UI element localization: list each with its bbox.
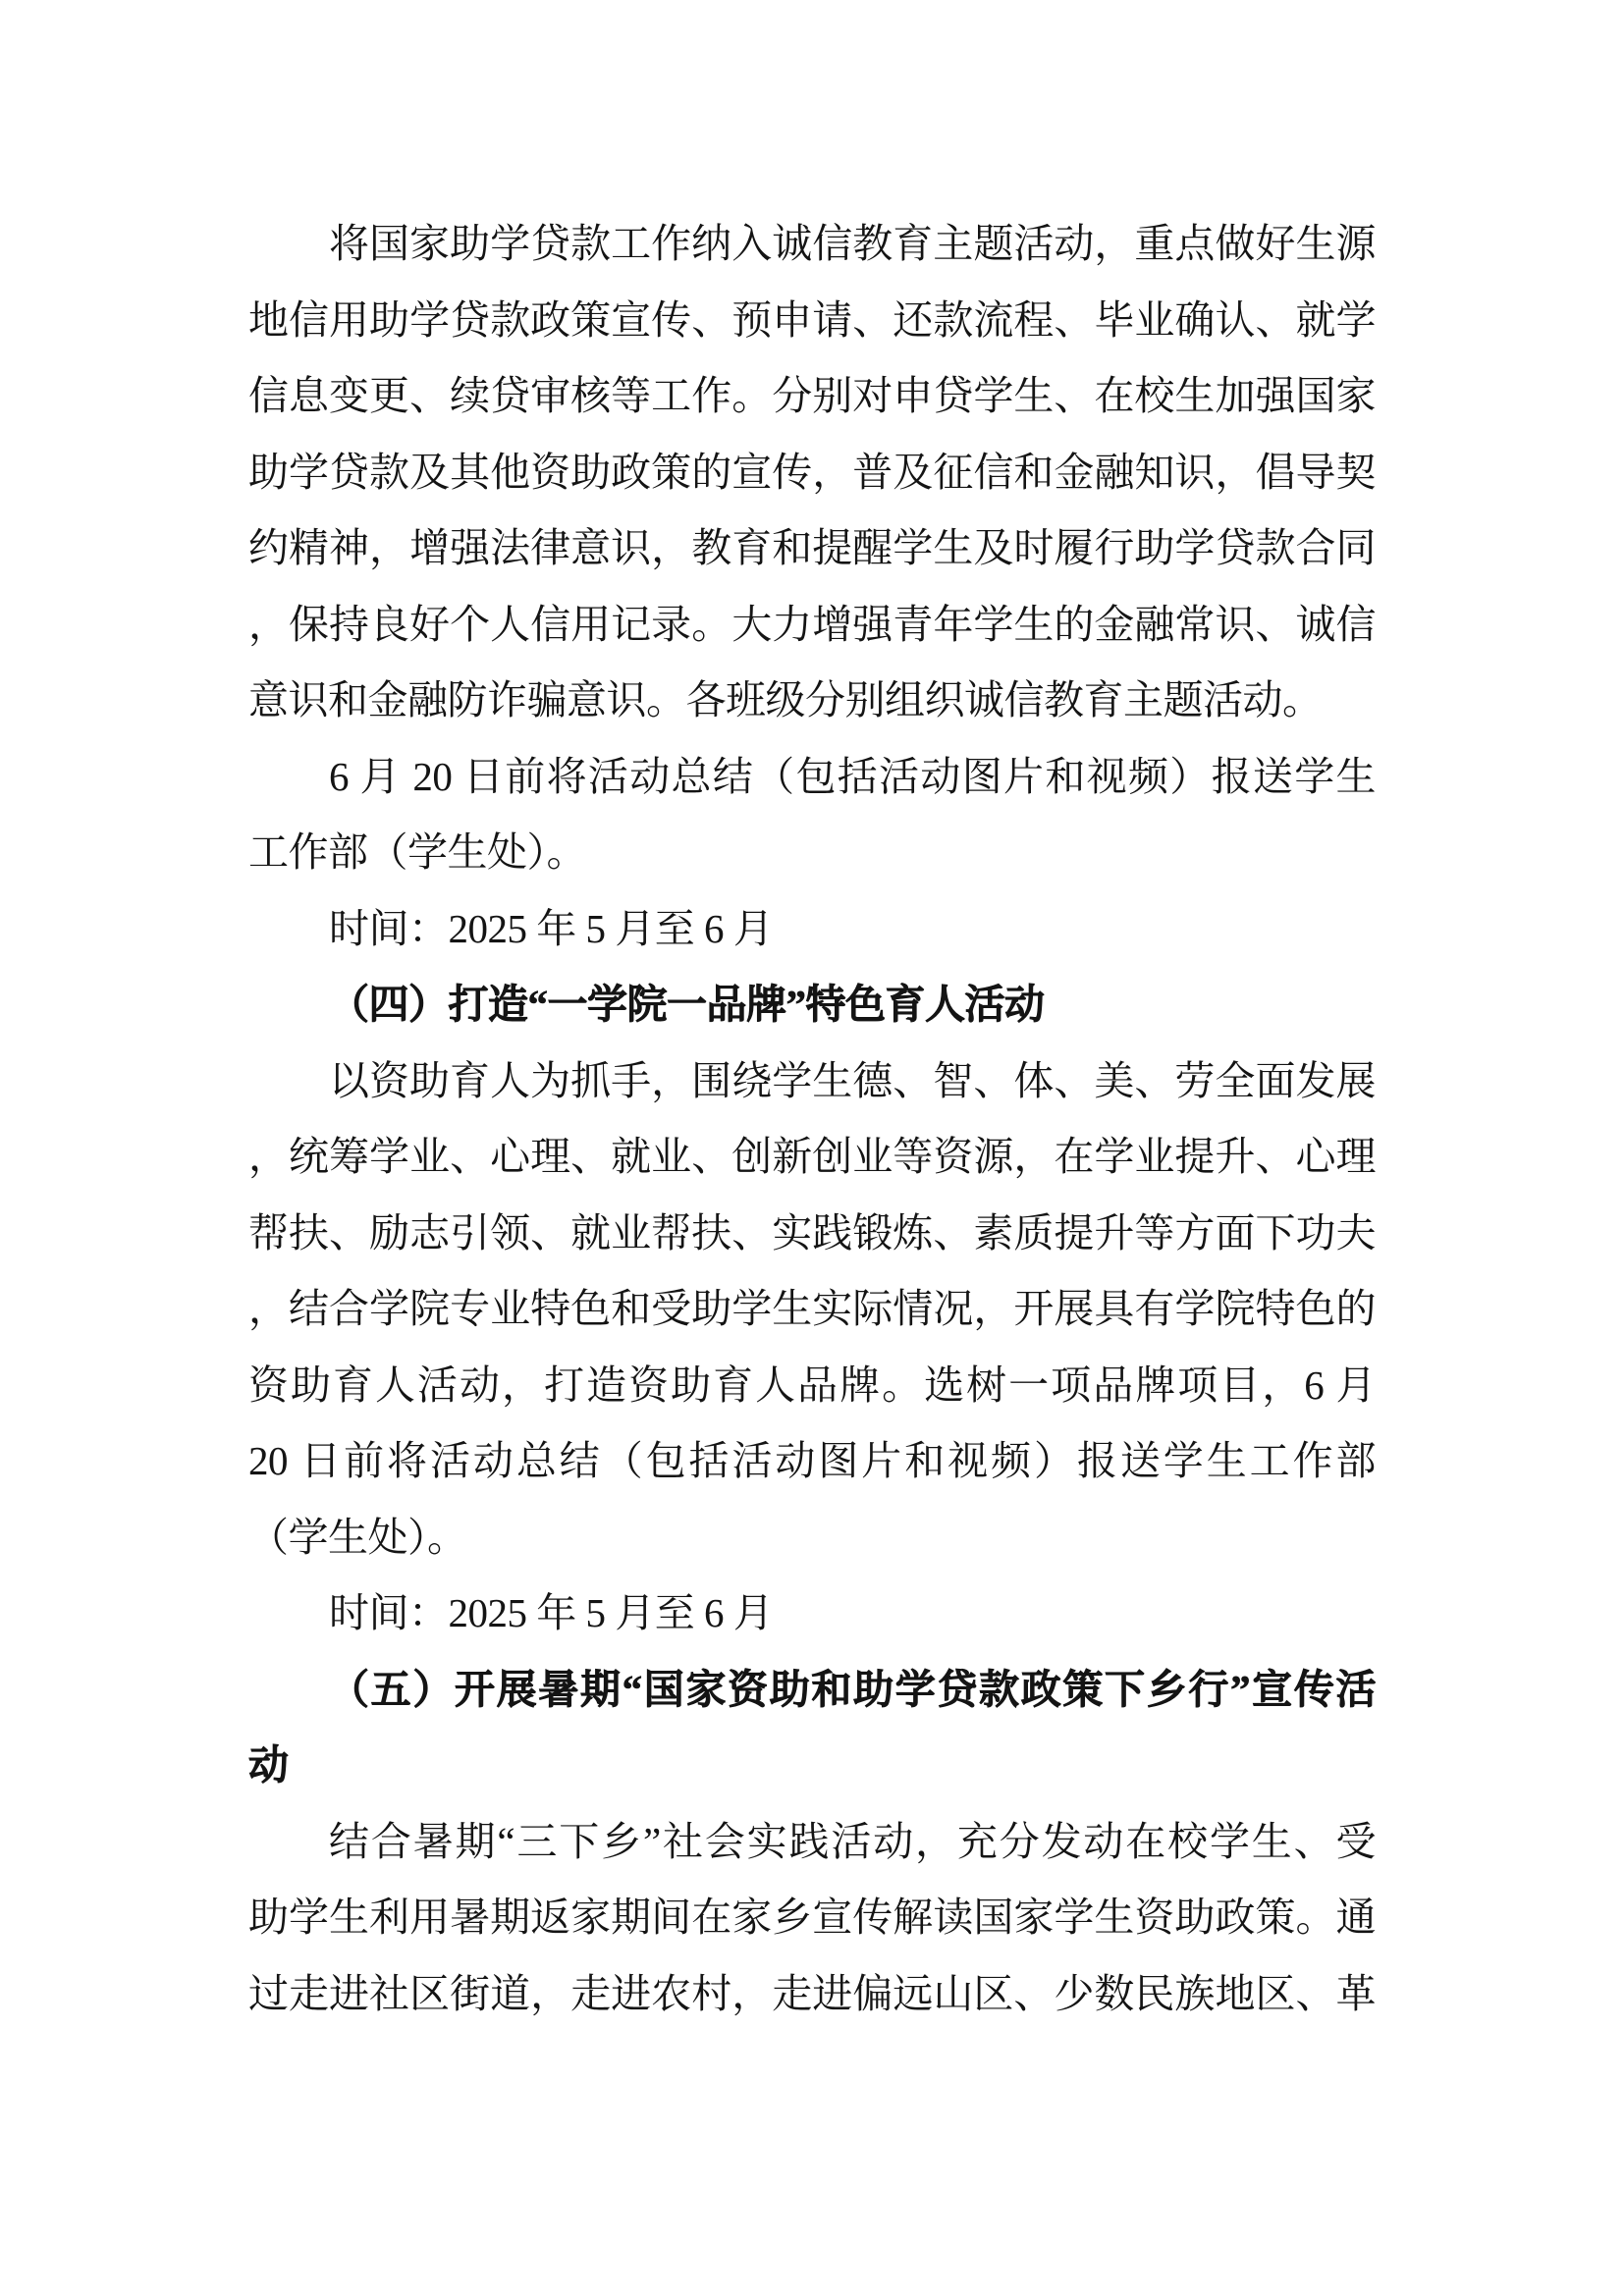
body-line: 帮扶、励志引领、就业帮扶、实践锻炼、素质提升等方面下功夫: [248, 1209, 1376, 1255]
body-line: 资助育人活动，打造资助育人品牌。选树一项品牌项目，6 月: [248, 1362, 1376, 1408]
body-line: 将国家助学贷款工作纳入诚信教育主题活动，重点做好生源: [329, 221, 1376, 266]
body-line: 结合暑期“三下乡”社会实践活动，充分发动在校学生、受: [329, 1818, 1376, 1864]
section-heading-five-line-2: 动: [248, 1742, 289, 1788]
body-line: 约精神，增强法律意识，教育和提醒学生及时履行助学贷款合同: [248, 525, 1376, 570]
section-heading-five-line-1: （五）开展暑期“国家资助和助学贷款政策下乡行”宣传活: [329, 1666, 1376, 1712]
body-line: 以资助育人为抓手，围绕学生德、智、体、美、劳全面发展: [329, 1057, 1376, 1103]
body-line: 助学贷款及其他资助政策的宣传，普及征信和金融知识，倡导契: [248, 449, 1376, 495]
time-line: 时间：2025 年 5 月至 6 月: [329, 1590, 774, 1635]
body-line: 助学生利用暑期返家期间在家乡宣传解读国家学生资助政策。通: [248, 1895, 1376, 1940]
body-line: 过走进社区街道，走进农村，走进偏远山区、少数民族地区、革: [248, 1970, 1376, 2016]
body-line: 20 日前将活动总结（包括活动图片和视频）报送学生工作部: [248, 1438, 1376, 1483]
body-line: 地信用助学贷款政策宣传、预申请、还款流程、毕业确认、就学: [248, 296, 1376, 343]
time-line: 时间：2025 年 5 月至 6 月: [329, 905, 774, 951]
body-line: 6 月 20 日前将活动总结（包括活动图片和视频）报送学生: [329, 753, 1376, 799]
body-line: （学生处）。: [248, 1514, 467, 1560]
section-heading-four: （四）打造“一学院一品牌”特色育人活动: [329, 982, 1045, 1027]
document-body: [248, 206, 1376, 2032]
body-line: 信息变更、续贷审核等工作。分别对申贷学生、在校生加强国家: [248, 373, 1376, 418]
body-line: 工作部（学生处）。: [248, 829, 586, 875]
body-line: ，统筹学业、心理、就业、创新创业等资源，在学业提升、心理: [248, 1134, 1376, 1179]
body-line: ，保持良好个人信用记录。大力增强青年学生的金融常识、诚信: [248, 601, 1376, 647]
body-line: 意识和金融防诈骗意识。各班级分别组织诚信教育主题活动。: [248, 677, 1323, 722]
body-line: ，结合学院专业特色和受助学生实际情况，开展具有学院特色的: [248, 1286, 1376, 1331]
